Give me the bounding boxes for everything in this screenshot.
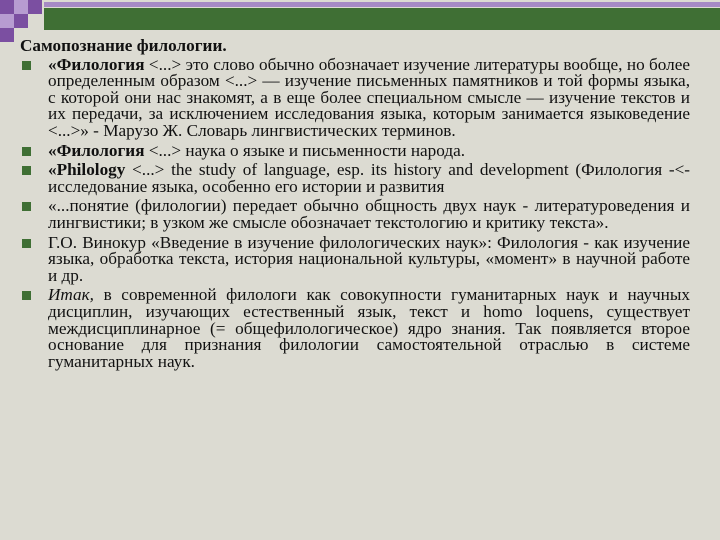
bullet-square-icon (22, 147, 31, 156)
bullet-square-icon (22, 239, 31, 248)
item-lead: «Philology (48, 160, 126, 180)
decor-square (0, 28, 14, 42)
list-item (20, 287, 690, 370)
bullet-square-icon (22, 202, 31, 211)
bullet-square-icon (22, 291, 31, 300)
header-bar (44, 8, 720, 30)
decor-square (28, 0, 42, 14)
slide-title: Самопознание филологии. (20, 36, 227, 55)
list-item (20, 232, 690, 285)
item-text: Г.О. Винокур «Введение в изучение филологических наук»: Филология - как изучение языка, обработка текста, история национальной культуры, «момент» в научной работе и др. (48, 232, 690, 285)
decor-square (14, 0, 28, 14)
slide-content (20, 38, 690, 373)
item-text: «...понятие (филологии) передает обычно общность двух наук - литературоведения и лингвистики; в узком же смысле обозначает текстологию и критику текста». (48, 196, 690, 232)
bullet-list (20, 54, 690, 371)
decor-square (0, 0, 14, 14)
decor-square (0, 14, 14, 28)
item-text: <...> the study of language, esp. its history and development (Филология -<- исследование языка, особенно его истории и развития (48, 160, 690, 196)
list-item (20, 140, 690, 160)
header-accent-line (44, 2, 720, 7)
item-lead: «Филология (48, 140, 145, 160)
item-text: в современной филологи как совокупности гуманитарных наук и научных дисциплин, изучающих естественный язык, текст и homo loquens, существует междисциплинарное (= общефилологическое) ядро знания. Так появляется второе основание для признания филологии самостоятельной отраслью в системе гуманитарных наук. (48, 285, 690, 371)
list-item (20, 198, 690, 231)
decor-square (14, 14, 28, 28)
item-text: <...> это слово обычно обозначает изучение литературы вообще, но более определенным образом <...> — изучение письменных памятников и той формы языка, с которой они нас знакомят, а в еще более специальном смысле — изучение текстов и их передачи, за исключением исследования языка, которым занимается языковедение <...>» - Марузо Ж. Словарь лингвистических терминов. (48, 54, 690, 140)
list-item (20, 162, 690, 195)
item-lead: Итак, (48, 285, 94, 305)
list-item (20, 54, 690, 140)
bullet-square-icon (22, 61, 31, 70)
item-lead: «Филология (48, 54, 145, 74)
bullet-square-icon (22, 166, 31, 175)
item-text: <...> наука о языке и письменности народа. (144, 140, 466, 160)
